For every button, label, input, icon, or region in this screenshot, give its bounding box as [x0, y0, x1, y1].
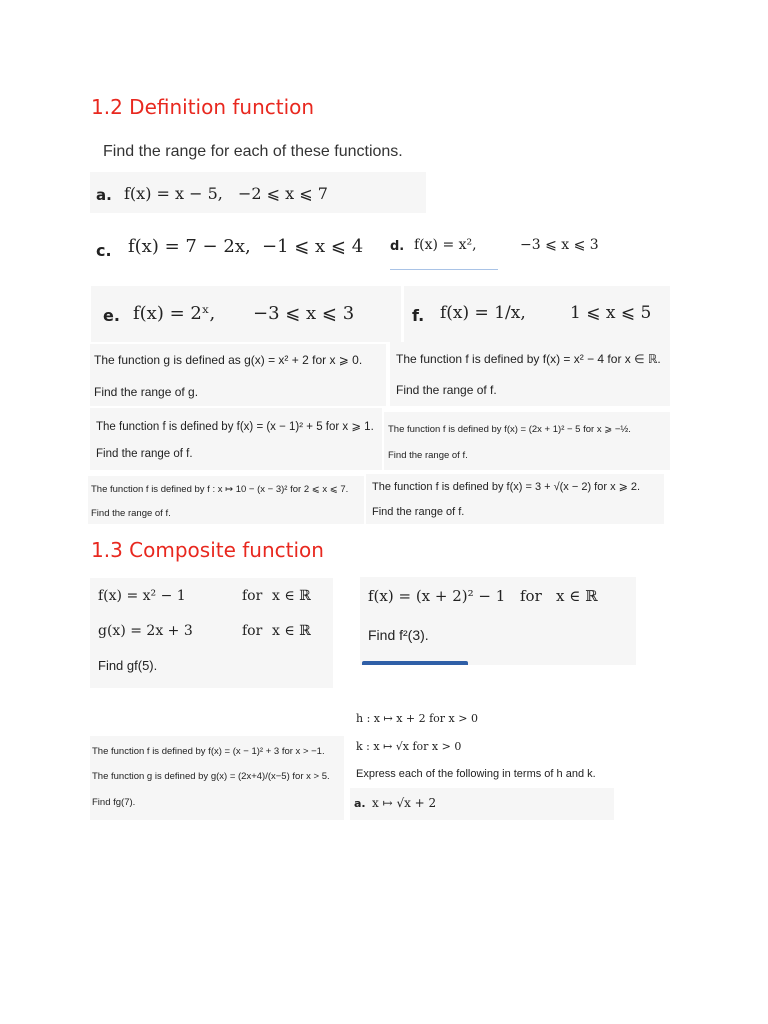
composite-fg-line2: The function g is defined by g(x) = (2x+4)/(x−5) for x > 5. — [92, 771, 330, 782]
question-f1-box — [390, 342, 670, 406]
item-a-domain: −2 ⩽ x ⩽ 7 — [238, 184, 328, 203]
question-f4-line1: The function f is defined by f : x ↦ 10 − (x − 3)² for 2 ⩽ x ⩽ 7. — [91, 484, 349, 495]
underline-divider — [390, 269, 498, 270]
question-g-line1: The function g is defined as g(x) = x² + 2 for x ⩾ 0. — [94, 353, 363, 367]
composite-f-expr: f(x) = x² − 1 — [98, 588, 186, 604]
composite-g-domain: x ∈ ℝ — [272, 623, 311, 639]
composite-hk-item-a — [350, 788, 614, 820]
item-e-label: e. — [103, 306, 120, 325]
item-a-box — [90, 172, 426, 213]
question-f3-line1: The function f is defined by f(x) = (2x + 1)² − 5 for x ⩾ −½. — [388, 424, 631, 435]
item-d-label: d. — [390, 239, 405, 254]
question-f2-line2: Find the range of f. — [96, 448, 193, 460]
question-f2-box — [90, 408, 382, 470]
item-f-domain: 1 ⩽ x ⩽ 5 — [570, 303, 652, 323]
item-d-domain: −3 ⩽ x ⩽ 3 — [520, 237, 599, 253]
question-g-box — [90, 344, 386, 406]
question-f1-line1: The function f is defined by f(x) = x² − 4 for x ∈ ℝ. — [396, 352, 661, 366]
composite-f-domain: x ∈ ℝ — [272, 588, 311, 604]
composite-hk-item-a-label: a. — [354, 797, 366, 810]
question-f1-line2: Find the range of f. — [396, 383, 497, 397]
composite-fg-box — [90, 736, 344, 820]
composite-k-def: k : x ↦ √x for x > 0 — [356, 740, 462, 753]
item-f-box — [404, 286, 670, 342]
item-c-label: c. — [96, 241, 112, 260]
composite-hk-box — [350, 708, 614, 820]
composite-hk-item-a-expr: x ↦ √x + 2 — [372, 796, 437, 810]
composite-gf-box — [90, 578, 333, 688]
intro-text: Find the range for each of these functions. — [103, 143, 403, 160]
composite-f2-box — [360, 577, 636, 665]
question-f2-line1: The function f is defined by f(x) = (x − 1)² + 5 for x ⩾ 1. — [96, 421, 374, 433]
composite-gf-ask: Find gf(5). — [98, 658, 158, 673]
item-c-domain: −1 ⩽ x ⩽ 4 — [262, 236, 364, 257]
item-f-expr: f(x) = 1/x, — [440, 303, 526, 323]
question-f5-line1: The function f is defined by f(x) = 3 + √(x − 2) for x ⩾ 2. — [372, 481, 641, 493]
composite-f2-ask: Find f²(3). — [368, 627, 429, 643]
item-c-expr: f(x) = 7 − 2x, — [128, 236, 251, 257]
question-g-line2: Find the range of g. — [94, 385, 199, 399]
composite-h-def: h : x ↦ x + 2 for x > 0 — [356, 712, 478, 725]
item-a-label: a. — [96, 186, 112, 204]
section-heading-composite: 1.3 Composite function — [91, 538, 324, 562]
question-f5-box — [366, 474, 664, 524]
question-f3-box — [384, 412, 670, 470]
composite-f-for: for — [242, 588, 263, 604]
composite-f2-expr: f(x) = (x + 2)² − 1 — [368, 587, 506, 605]
composite-f2-for: for — [520, 587, 542, 605]
section-heading-definition: 1.2 Definition function — [91, 95, 315, 119]
item-d-expr: f(x) = x², — [414, 237, 477, 253]
question-f4-box — [88, 476, 364, 524]
accent-bar — [362, 661, 468, 665]
composite-fg-line3: Find fg(7). — [92, 797, 136, 808]
question-f3-line2: Find the range of f. — [388, 450, 468, 461]
item-e-box — [91, 286, 401, 342]
item-e-expr: f(x) = 2ˣ, — [133, 303, 216, 324]
item-a-expr: f(x) = x − 5, — [124, 184, 223, 203]
composite-g-expr: g(x) = 2x + 3 — [98, 623, 193, 639]
composite-hk-instruction: Express each of the following in terms of h and k. — [356, 768, 596, 780]
item-e-domain: −3 ⩽ x ⩽ 3 — [253, 303, 355, 324]
composite-fg-line1: The function f is defined by f(x) = (x − 1)² + 3 for x > −1. — [92, 746, 325, 757]
item-d — [390, 236, 630, 272]
composite-g-for: for — [242, 623, 263, 639]
question-f4-line2: Find the range of f. — [91, 508, 171, 519]
question-f5-line2: Find the range of f. — [372, 506, 465, 518]
item-f-label: f. — [412, 306, 425, 325]
composite-f2-domain: x ∈ ℝ — [556, 587, 598, 605]
